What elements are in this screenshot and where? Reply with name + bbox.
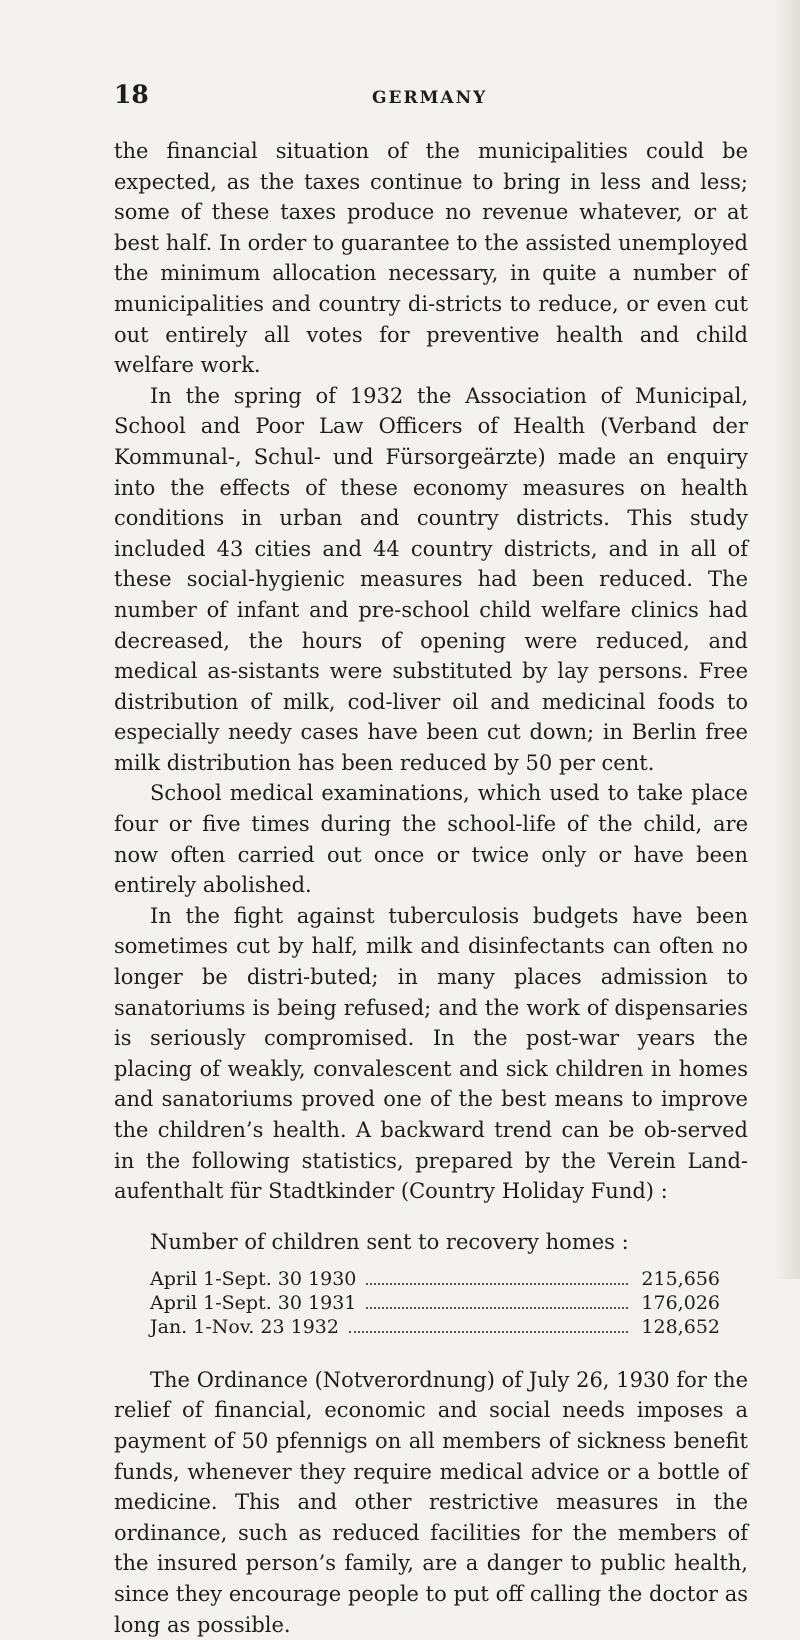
stats-period: Jan. 1-Nov. 23 1932 bbox=[150, 1315, 339, 1338]
page-edge-shadow bbox=[774, 0, 800, 1279]
dot-leader bbox=[366, 1283, 628, 1285]
stats-value: 176,026 bbox=[641, 1291, 720, 1314]
stats-value: 215,656 bbox=[641, 1267, 720, 1290]
dot-leader bbox=[349, 1331, 628, 1333]
stats-period: April 1-Sept. 30 1931 bbox=[150, 1291, 357, 1314]
running-head: GERMANY bbox=[372, 88, 488, 108]
paragraph: School medical examinations, which used to take place four or five times during the school-life of the child, are now often carried out once or twice only or have been entirely abolished. bbox=[114, 781, 748, 898]
stats-row bbox=[150, 1291, 720, 1315]
dot-leader bbox=[366, 1307, 628, 1309]
stats-value: 128,652 bbox=[641, 1315, 720, 1338]
page-header bbox=[114, 80, 748, 128]
paragraph: the financial situation of the municipalities could be expected, as the taxes continue to bring in less and less; some of these taxes produce no revenue whatever, or at best half. In order to guarantee to the assisted unemployed the minimum allocation necessary, in quite a number of municipalities and country di-stricts to reduce, or even cut out entirely all votes for preventive health and child welfare work. bbox=[114, 139, 748, 378]
stats-title: Number of children sent to recovery homes : bbox=[150, 1229, 629, 1254]
stats-period: April 1-Sept. 30 1930 bbox=[150, 1267, 357, 1290]
stats-row bbox=[150, 1315, 720, 1339]
paragraph: In the fight against tuberculosis budgets have been sometimes cut by half, milk and disinfectants can often no longer be distri-buted; in many places admission to sanatoriums is being refused; and the work of dispensaries is seriously compromised. In the post-war years the placing of weakly, convalescent and sick children in homes and sanatoriums proved one of the best means to improve the children’s health. A backward trend can be ob-served in the following statistics, prepared by the Verein Land-aufenthalt für Stadtkinder (Country Holiday Fund) : bbox=[114, 903, 748, 1204]
paragraph: The Ordinance (Notverordnung) of July 26, 1930 for the relief of financial, economic and social needs imposes a payment of 50 pfennigs on all members of sickness benefit funds, whenever they require medical advice or a bottle of medicine. This and other restrictive measures in the ordinance, such as reduced facilities for the members of the insured person’s family, are a danger to public health, since they encourage people to put off calling the doctor as long as possible. bbox=[114, 1367, 748, 1637]
page-number: 18 bbox=[114, 80, 149, 109]
paragraph: In the spring of 1932 the Association of Municipal, School and Poor Law Officers of Health (Verband der Kommunal-, Schul- und Fürsorgeärzte) made an enquiry into the effects of these economy measures on health conditions in urban and country districts. This study included 43 cities and 44 country districts, and in all of these social-hygienic measures had been reduced. The number of infant and pre-school child welfare clinics had decreased, the hours of opening were reduced, and medical as-sistants were substituted by lay persons. Free distribution of milk, cod-liver oil and medicinal foods to especially needy cases have been cut down; in Berlin free milk distribution has been reduced by 50 per cent. bbox=[114, 383, 748, 775]
stats-table bbox=[150, 1267, 720, 1339]
